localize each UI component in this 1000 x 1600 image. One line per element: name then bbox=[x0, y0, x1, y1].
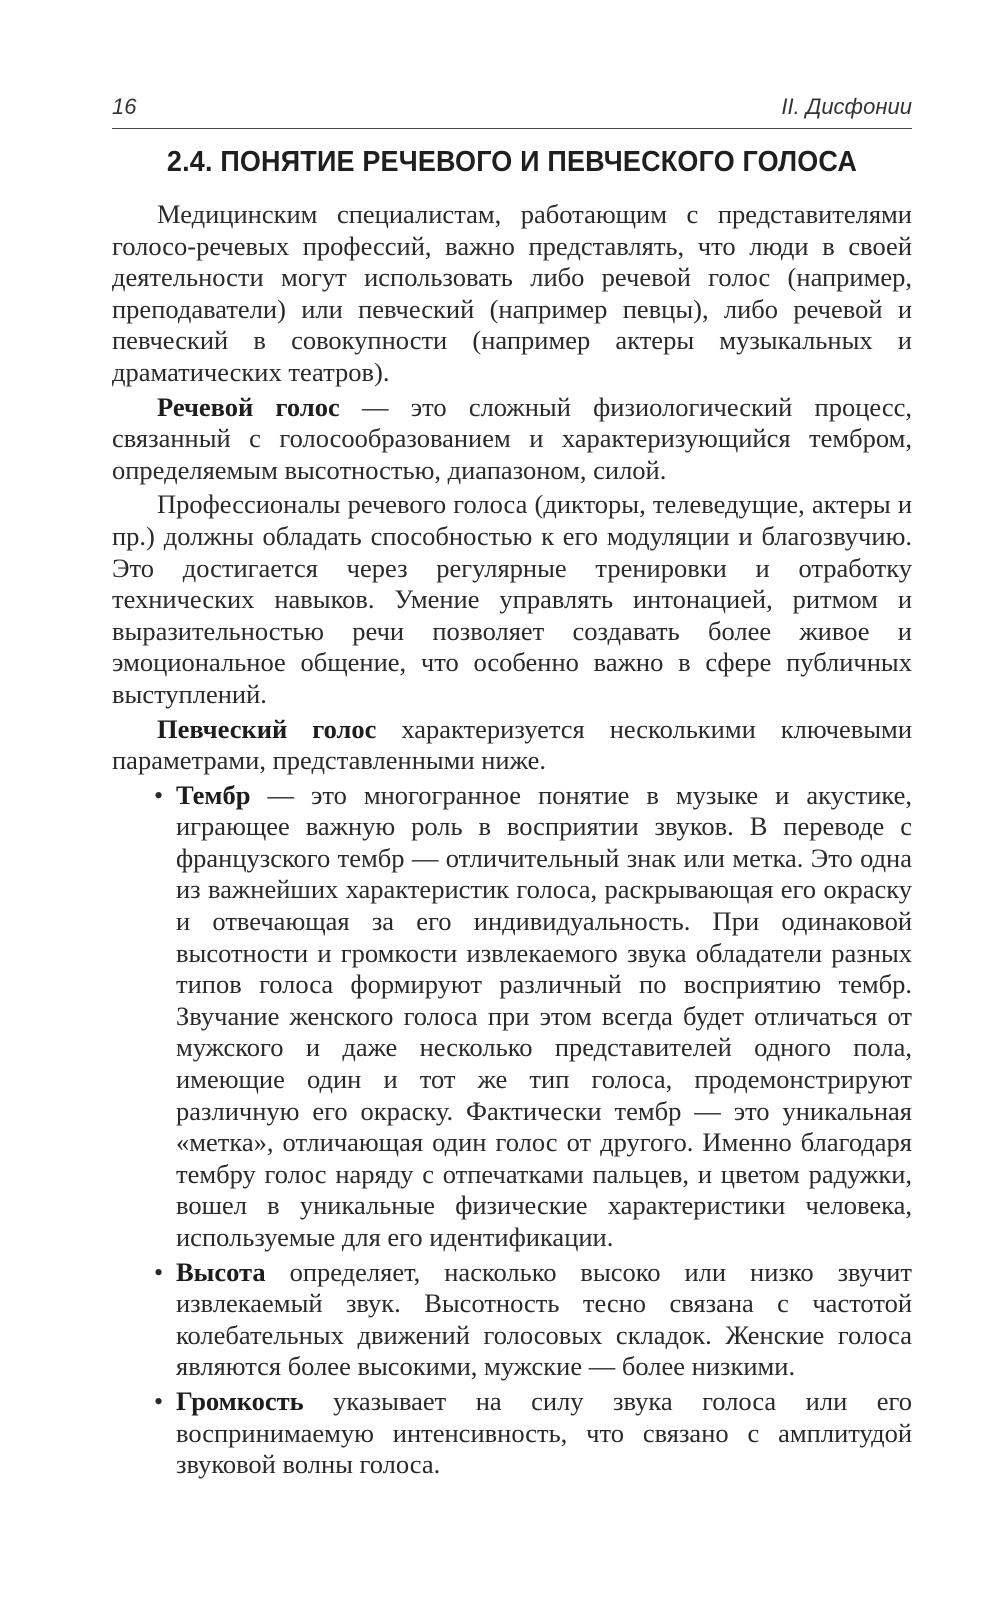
speech-voice-definition: — это сложный физиологический процесс, связанный с голосообразованием и характеризующийся тембром, определяемым высотностью, диапазоном, силой. bbox=[112, 391, 912, 485]
term-timbre: Тембр bbox=[176, 779, 251, 810]
bullet-icon: • bbox=[154, 1257, 164, 1287]
paragraph-singing-voice bbox=[112, 714, 912, 777]
parameters-list bbox=[112, 780, 912, 1481]
paragraph-speech-voice bbox=[112, 392, 912, 487]
bullet-icon: • bbox=[154, 1386, 164, 1416]
page-number: 16 bbox=[112, 94, 137, 119]
list-item-pitch bbox=[112, 1257, 912, 1383]
paragraph-intro: Медицинским специалистам, работающим с представителями голосо-речевых профессий, важно представлять, что люди в своей деятельности могут использовать либо речевой голос (например, преподаватели) или певческий (например певцы), либо речевой и певческий в совокупности (например актеры музыкальных и драматических театров). bbox=[112, 199, 912, 387]
term-speech-voice: Речевой голос bbox=[157, 391, 340, 422]
loudness-definition: указывает на силу звука голоса или его воспринимаемую интенсивность, что связано с амплитудой звуковой волны голоса. bbox=[176, 1385, 912, 1480]
term-singing-voice: Певческий голос bbox=[157, 713, 377, 744]
list-item-loudness bbox=[112, 1386, 912, 1481]
bullet-icon: • bbox=[154, 780, 164, 810]
term-pitch: Высота bbox=[176, 1256, 266, 1287]
timbre-definition: — это многогранное понятие в музыке и акустике, играющее важную роль в восприятии звуков. В переводе с французского тембр — отличительный знак или метка. Это одна из важнейших характеристик голоса, раскрывающая его окраску и отвечающая за его индивидуальность. При одинаковой высотности и громкости извлекаемого звука обладатели разных типов голоса формируют различный по восприятию тембр. Звучание женского голоса при этом всегда будет отличаться от мужского и даже несколько представителей одного пола, имеющие один и тот же тип голоса, продемонстрируют различную его окраску. Фактически тембр — это уникальная «метка», отличающая один голос от другого. Именно благодаря тембру голос наряду с отпечатками пальцев, и цветом радужки, вошел в уникальные физические характеристики человека, используемые для его идентификации. bbox=[176, 779, 912, 1252]
term-loudness: Громкость bbox=[176, 1385, 304, 1416]
paragraph-professionals: Профессионалы речевого голоса (дикторы, телеведущие, актеры и пр.) должны обладать способностью к его модуляции и благозвучию. Это достигается через регулярные тренировки и отработку технических навыков. Умение управлять интонацией, ритмом и выразительностью речи позволяет создавать более живое и эмоциональное общение, что особенно важно в сфере публичных выступлений. bbox=[112, 489, 912, 709]
body-text bbox=[112, 199, 912, 1484]
running-header bbox=[112, 92, 912, 129]
list-item-timbre bbox=[112, 780, 912, 1254]
pitch-definition: определяет, насколько высоко или низко звучит извлекаемый звук. Высотность тесно связана с частотой колебательных движений голосовых складок. Женские голоса являются более высокими, мужские — более низкими. bbox=[176, 1256, 912, 1382]
chapter-title: II. Дисфонии bbox=[781, 94, 912, 119]
section-title: 2.4. ПОНЯТИЕ РЕЧЕВОГО И ПЕВЧЕСКОГО ГОЛОСА bbox=[166, 146, 858, 178]
singing-voice-definition: характеризуется несколькими ключевыми параметрами, представленными ниже. bbox=[112, 713, 912, 776]
